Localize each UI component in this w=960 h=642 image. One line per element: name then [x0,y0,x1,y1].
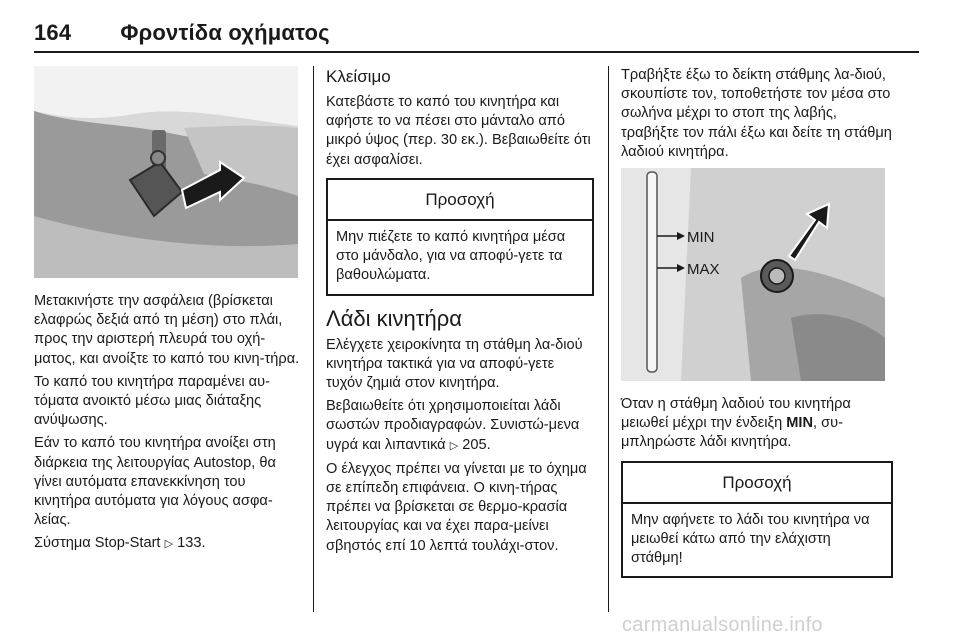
paragraph: Τραβήξτε έξω το δείκτη στάθμης λα-διού, σκουπίστε τον, τοποθετήστε τον μέσα στο σωλήνα μέχρι το στοπ της λαβής, τραβήξτε τον πάλι έξω και δείτε τη στάθμη λαδιού κινητήρα. [621,67,892,160]
arrow-icon: ▷ [164,538,174,551]
paragraph: Ελέγχετε χειροκίνητα τη στάθμη λα-διού κινητήρα τακτικά για να αποφύ-γετε τυχόν ζημιά στον κινητήρα. [326,336,583,392]
caution-title: Προσοχή [623,463,891,504]
paragraph [621,395,893,453]
page-title: Φροντίδα οχήματος [120,20,330,45]
reference-page[interactable]: 205. [462,436,491,453]
section-heading-engine-oil: Λάδι κινητήρα [326,305,462,331]
column-3 [621,66,893,588]
caution-title: Προσοχή [328,180,592,221]
caution-text: Μην πιέζετε το καπό κινητήρα μέσα στο μάνδαλο, για να αποφύ-γετε τα βαθουλώματα. [336,229,566,284]
dipstick-illustration [621,168,885,381]
section-heading-closing: Κλείσιμο [326,67,391,86]
cross-reference [326,397,594,456]
hood-latch-illustration [34,66,298,278]
max-label: MAX [687,261,720,279]
header-rule [34,51,919,53]
min-label: MIN [687,229,715,247]
caution-box [326,178,594,296]
column-divider [313,66,314,612]
paragraph: Κατεβάστε το καπό του κινητήρα και αφήστε το να πέσει στο μάνταλο από μικρό ύψος (περ. 30 εκ.). Βεβαιωθείτε ότι έχει ασφαλίσει. [326,94,591,168]
text-span: , συ-μπληρώστε λάδι κινητήρα. [621,415,843,451]
paragraph: Εάν το καπό του κινητήρα ανοίξει στη διάρκεια της λειτουργίας Autostop, θα γίνει αυτόματα επανεκκίνηση του κινητήρα αυτόματα για λόγους ασφα-λείας. [34,435,276,529]
reference-text: Βεβαιωθείτε ότι χρησιμοποιείται λάδι σωστών προδιαγραφών. Συνιστώ-μενα υγρά και λιπαντικά [326,398,580,453]
column-divider [608,66,609,612]
watermark: carmanualsonline.info [622,614,823,636]
page-number: 164 [34,20,72,45]
reference-text: Σύστημα Stop-Start [34,535,161,552]
text-span: Όταν η στάθμη λαδιού του κινητήρα μειωθεί μέχρι την ένδειξη [621,396,851,432]
page-header [34,20,330,46]
arrow-icon: ▷ [449,439,459,452]
column-1 [34,66,302,559]
column-2 [326,66,594,560]
cross-reference [34,534,302,554]
paragraph: Μετακινήστε την ασφάλεια (βρίσκεται ελαφρώς δεξιά από τη μέση) στο πλάι, προς την αριστερή πλευρά του οχή-ματος, και ανοίξτε το καπό του κινη-τήρα. [34,293,300,367]
paragraph: Ο έλεγχος πρέπει να γίνεται με το όχημα σε επίπεδη επιφάνεια. Ο κινη-τήρας πρέπει να βρίσκεται σε θερμο-κρασία λειτουργίας και να έχει παρα-μείνει σβηστός επί 10 λεπτά τουλάχι-στον. [326,460,587,554]
caution-box [621,461,893,579]
paragraph: Το καπό του κινητήρα παραμένει αυ-τόματα ανοικτό μέσω μιας διάταξης ανύψωσης. [34,373,270,429]
reference-page[interactable]: 133. [177,535,206,552]
caution-text: Μην αφήνετε το λάδι του κινητήρα να μειωθεί κάτω από την ελάχιστη στάθμη! [631,511,870,567]
min-emphasis: MIN [786,415,814,432]
